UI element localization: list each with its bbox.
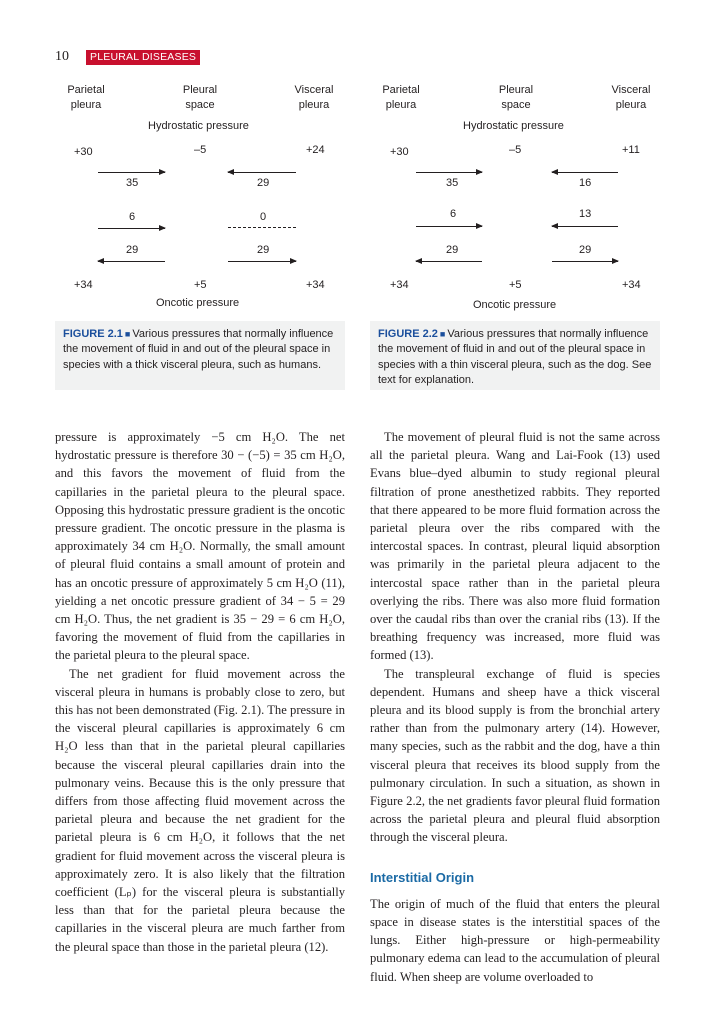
body-left-column bbox=[55, 428, 345, 956]
arrow-left-oncotic bbox=[98, 261, 165, 262]
value-29-oncotic-right: 29 bbox=[579, 244, 592, 256]
body-paragraph: pressure is approximately −5 cm H₂O. The net hydrostatic pressure is therefore 30 − (−5) = 35 cm H₂O, and this favors the movement of fluid from the capillaries in the parietal pleura to the pleural space. Opposing this hydrostatic pressure gradient is the oncotic pressure gradient. The oncotic pressure in the plasma is approximately 34 cm H₂O. Normally, the small amount of pleural fluid contains a small amount of protein and has an oncotic pressure of approximately 5 cm H₂O (11), yielding a net oncotic pressure gradient of 34 − 5 = 29 cm H₂O. Thus, the net gradient is 35 − 29 = 6 cm H₂O, favoring the movement of fluid from the capillaries in the parietal pleura to the pleural space. bbox=[55, 430, 345, 663]
value-6: 6 bbox=[450, 208, 457, 220]
value-29-oncotic-left: 29 bbox=[446, 244, 459, 256]
arrow-left-hydrostatic bbox=[552, 172, 618, 173]
hydro-value-parietal: +30 bbox=[390, 146, 409, 158]
square-bullet-icon: ■ bbox=[439, 329, 446, 339]
col-header-parietal: Parietal pleura bbox=[382, 84, 420, 111]
onco-value-visceral: +34 bbox=[306, 279, 325, 291]
onco-value-space: +5 bbox=[509, 279, 522, 291]
arrow-right-hydrostatic bbox=[98, 172, 165, 173]
figure-2-1 bbox=[55, 78, 345, 390]
square-bullet-icon: ■ bbox=[124, 329, 131, 339]
caption-text: Various pressures that normally influence the movement of fluid in and out of the pleural space in species with a thin visceral pleura, such as the dog. See text for explanation. bbox=[378, 328, 652, 386]
body-paragraph: The movement of pleural fluid is not the same across all the parietal pleura. Wang and Lai-Fook (13) used Evans blue–dyed albumin to study regional pleural filtration of prone anesthetized rabbits. They reported that there appeared to be more fluid formation across the parietal pleura over the ribs compared with the intercostal spaces. In contrast, pleural liquid absorption was primarily in the parietal pleura adjacent to the intercostal space rather than in the parietal pleura overlying the ribs. There was also more fluid formation over the caudal ribs than over the cranial ribs (13). If the breathing frequency was increased, more fluid was formed (13). bbox=[370, 430, 660, 663]
running-head: PLEURAL DISEASES bbox=[86, 50, 200, 65]
body-paragraph: The net gradient for fluid movement across the visceral pleura in humans is probably close to zero, but this has not been demonstrated (Fig. 2.1). The pressure in the visceral pleural capillaries is approximately 6 cm H₂O less than that in the parietal pleural capillaries because the visceral pleural capillaries drain into the pulmonary veins. Because this is the only pressure that differs from those affecting fluid movement across the parietal pleura and because the net gradient for the parietal pleura is 6 cm H₂O, it follows that the net gradient for fluid movement across the visceral pleura is approximately zero. It is also likely that the filtration coefficient (Lₚ) for the visceral pleura is substantially less than that for the parietal pleura because the capillaries in the visceral pleura are much farther from the pleural space than those in the parietal pleura (12). bbox=[55, 666, 345, 954]
body-paragraph: The transpleural exchange of fluid is species dependent. Humans and sheep have a thick visceral pleura and its blood supply is from the bronchial artery rather than from the pulmonary artery (14). However, many species, such as the rabbit and the dog, have a thin visceral pleura that receives its blood supply from the pulmonary circulation. In such a situation, as shown in Figure 2.2, the net gradients favor pleural fluid formation across the parietal pleura and pleural fluid absorption through the visceral pleura. bbox=[370, 666, 660, 845]
oncotic-label: Oncotic pressure bbox=[473, 299, 557, 311]
body-paragraph: The origin of much of the fluid that enters the pleural space in disease states is the interstitial spaces of the lungs. Either high-pressure or high-permeability pulmonary edema can lead to the accumulation of pleural fluid. When sheep are volume overloaded to bbox=[370, 896, 660, 984]
figure-label: FIGURE 2.2 bbox=[378, 328, 438, 340]
arrow-left-net bbox=[552, 226, 618, 227]
onco-value-visceral: +34 bbox=[622, 279, 641, 291]
hydro-value-space: –5 bbox=[194, 144, 207, 156]
figure-2-2 bbox=[370, 78, 660, 390]
arrow-right-net bbox=[98, 228, 165, 229]
arrow-left-oncotic bbox=[416, 261, 482, 262]
arrow-right-oncotic bbox=[552, 261, 618, 262]
caption-text: Various pressures that normally influence the movement of fluid in and out of the pleural space in species with a thick visceral pleura, such as humans. bbox=[63, 328, 334, 371]
body-right-column bbox=[370, 428, 660, 986]
figure-caption bbox=[370, 321, 660, 390]
hydro-value-space: –5 bbox=[509, 144, 522, 156]
dashed-line-net bbox=[228, 227, 296, 228]
onco-value-parietal: +34 bbox=[390, 279, 409, 291]
hydro-value-parietal: +30 bbox=[74, 146, 93, 158]
hydro-value-visceral: +11 bbox=[622, 144, 640, 156]
value-29-oncotic-left: 29 bbox=[126, 244, 139, 256]
page-number: 10 bbox=[55, 49, 69, 64]
arrow-right-hydrostatic bbox=[416, 172, 482, 173]
col-header-visceral: Visceral pleura bbox=[294, 84, 334, 111]
figure-label: FIGURE 2.1 bbox=[63, 328, 123, 340]
value-16: 16 bbox=[579, 177, 592, 189]
value-29-top: 29 bbox=[257, 177, 270, 189]
value-6: 6 bbox=[129, 211, 136, 223]
oncotic-label: Oncotic pressure bbox=[156, 297, 240, 309]
section-heading: Interstitial Origin bbox=[370, 869, 475, 885]
hydro-value-visceral: +24 bbox=[306, 144, 325, 156]
col-header-pleural-space: Pleural space bbox=[182, 84, 218, 111]
col-header-parietal: Parietal pleura bbox=[67, 84, 105, 111]
figure-caption bbox=[55, 321, 345, 390]
onco-value-parietal: +34 bbox=[74, 279, 93, 291]
hydrostatic-label: Hydrostatic pressure bbox=[463, 120, 564, 132]
value-29-oncotic-right: 29 bbox=[257, 244, 270, 256]
value-35: 35 bbox=[446, 177, 459, 189]
onco-value-space: +5 bbox=[194, 279, 207, 291]
arrow-left-hydrostatic bbox=[228, 172, 296, 173]
col-header-pleural-space: Pleural space bbox=[498, 84, 534, 111]
value-35: 35 bbox=[126, 177, 139, 189]
col-header-visceral: Visceral pleura bbox=[611, 84, 651, 111]
value-0: 0 bbox=[260, 211, 267, 223]
arrow-right-oncotic bbox=[228, 261, 296, 262]
arrow-right-net bbox=[416, 226, 482, 227]
value-13: 13 bbox=[579, 208, 592, 220]
hydrostatic-label: Hydrostatic pressure bbox=[148, 120, 249, 132]
